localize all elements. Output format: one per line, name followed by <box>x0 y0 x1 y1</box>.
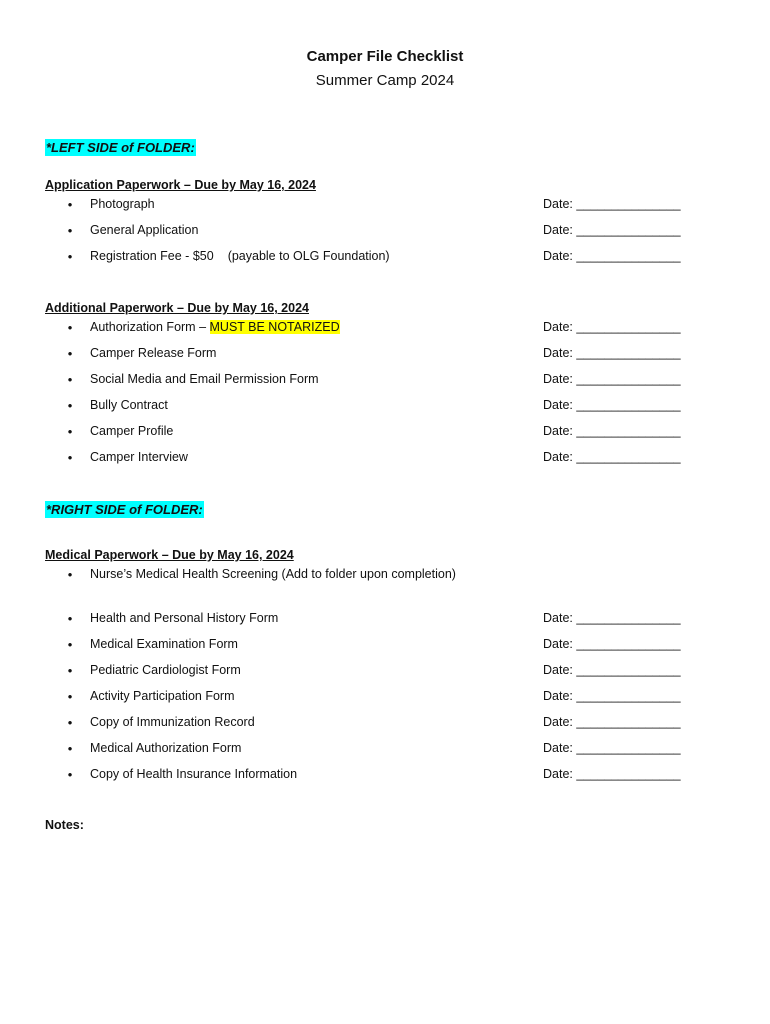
date-field: Date: _______________ <box>543 320 681 334</box>
date-field: Date: _______________ <box>543 249 681 263</box>
date-field: Date: _______________ <box>543 223 681 237</box>
item-label: Health and Personal History Form <box>90 611 279 625</box>
date-field: Date: _______________ <box>543 611 681 625</box>
list-item <box>63 196 723 213</box>
date-field: Date: _______________ <box>543 767 681 781</box>
bullet-icon: • <box>67 398 73 413</box>
list-item <box>63 636 723 653</box>
list-item <box>63 662 723 679</box>
item-label-group <box>90 319 340 336</box>
item-label: Copy of Immunization Record <box>90 715 255 729</box>
date-field: Date: _______________ <box>543 715 681 729</box>
date-field: Date: _______________ <box>543 741 681 755</box>
bullet-icon: • <box>67 320 73 335</box>
item-label: Medical Authorization Form <box>90 741 242 755</box>
additional-heading: Additional Paperwork – Due by May 16, 2024 <box>45 301 309 315</box>
item-label: Activity Participation Form <box>90 689 235 703</box>
application-heading: Application Paperwork – Due by May 16, 2024 <box>45 178 316 192</box>
date-field: Date: _______________ <box>543 450 681 464</box>
item-label-group <box>90 248 390 265</box>
list-item <box>63 566 723 583</box>
item-note: (payable to OLG Foundation) <box>227 249 390 263</box>
right-side-label: *RIGHT SIDE of FOLDER: <box>46 502 203 517</box>
left-side-label: *LEFT SIDE of FOLDER: <box>46 140 195 155</box>
item-label: Nurse’s Medical Health Screening (Add to folder upon completion) <box>90 567 456 581</box>
bullet-icon: • <box>67 346 73 361</box>
bullet-icon: • <box>67 372 73 387</box>
item-label: Copy of Health Insurance Information <box>90 767 298 781</box>
item-label: Photograph <box>90 197 155 211</box>
bullet-icon: • <box>67 611 73 626</box>
list-item <box>63 248 723 265</box>
item-label: Pediatric Cardiologist Form <box>90 663 241 677</box>
date-field: Date: _______________ <box>543 637 681 651</box>
bullet-icon: • <box>67 249 73 264</box>
bullet-icon: • <box>67 223 73 238</box>
list-item <box>63 688 723 705</box>
list-item <box>63 397 723 414</box>
date-field: Date: _______________ <box>543 424 681 438</box>
notarized-highlight: MUST BE NOTARIZED <box>209 320 340 334</box>
date-field: Date: _______________ <box>543 372 681 386</box>
bullet-icon: • <box>67 689 73 704</box>
date-field: Date: _______________ <box>543 197 681 211</box>
list-item <box>63 449 723 466</box>
item-label: Authorization Form – <box>90 320 210 334</box>
list-item <box>63 345 723 362</box>
date-field: Date: _______________ <box>543 663 681 677</box>
bullet-icon: • <box>67 741 73 756</box>
item-label: Bully Contract <box>90 398 168 412</box>
item-label: Social Media and Email Permission Form <box>90 372 319 386</box>
list-item <box>63 610 723 627</box>
item-label: General Application <box>90 223 199 237</box>
bullet-icon: • <box>67 567 73 582</box>
bullet-icon: • <box>67 197 73 212</box>
list-item <box>63 423 723 440</box>
notes-label: Notes: <box>45 818 84 832</box>
item-label: Medical Examination Form <box>90 637 238 651</box>
bullet-icon: • <box>67 424 73 439</box>
list-item <box>63 371 723 388</box>
list-item <box>63 766 723 783</box>
date-field: Date: _______________ <box>543 689 681 703</box>
item-label: Camper Profile <box>90 424 174 438</box>
list-item <box>63 319 723 336</box>
page-subtitle: Summer Camp 2024 <box>315 72 455 89</box>
item-label: Registration Fee - $50 <box>90 249 214 263</box>
list-item <box>63 740 723 757</box>
date-field: Date: _______________ <box>543 346 681 360</box>
date-field: Date: _______________ <box>543 398 681 412</box>
bullet-icon: • <box>67 637 73 652</box>
page-title: Camper File Checklist <box>306 48 464 65</box>
item-label: Camper Interview <box>90 450 188 464</box>
bullet-icon: • <box>67 767 73 782</box>
medical-heading: Medical Paperwork – Due by May 16, 2024 <box>45 548 294 562</box>
item-label: Camper Release Form <box>90 346 217 360</box>
bullet-icon: • <box>67 450 73 465</box>
list-item <box>63 714 723 731</box>
bullet-icon: • <box>67 663 73 678</box>
bullet-icon: • <box>67 715 73 730</box>
list-item <box>63 222 723 239</box>
